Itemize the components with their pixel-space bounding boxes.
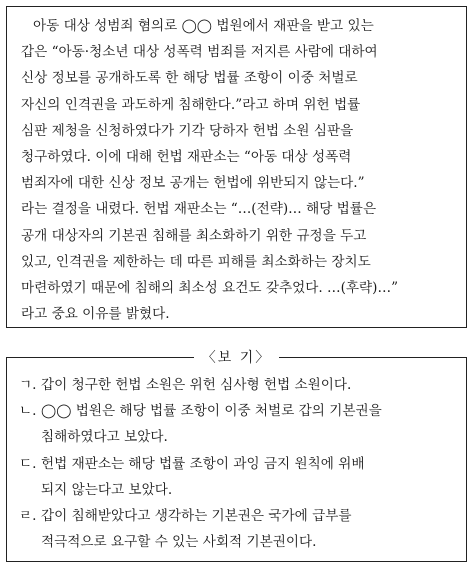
bogi-line: 헌법 재판소는 해당 법률 조항이 과잉 금지 원칙에 위배: [41, 455, 365, 472]
bogi-line: 갑이 청구한 헌법 소원은 위헌 심사형 헌법 소원이다.: [41, 377, 352, 393]
passage-line: 라고 중요 이유를 밝혔다.: [21, 306, 170, 323]
bogi-title: [7, 347, 466, 368]
passage-line: 자신의 인격권을 과도하게 침해한다.”라고 하며 위헌 법률: [21, 96, 361, 113]
bogi-marker: ㄱ.: [19, 377, 37, 393]
bogi-item-text: [41, 451, 460, 503]
passage-box: [6, 6, 467, 328]
bogi-line: 갑이 침해받았다고 생각하는 기본권은 국가에 급부를: [41, 507, 352, 524]
passage-line: 아동 대상 성범죄 혐의로 ◯◯ 법원에서 재판을 받고 있는: [33, 18, 374, 34]
bogi-item-c: [19, 451, 460, 503]
bogi-item-text: [41, 372, 460, 398]
passage-line: 범죄자에 대한 신상 정보 공개는 헌법에 위반되지 않는다.”: [21, 175, 365, 192]
bogi-title-text: 〈보 기〉: [194, 350, 280, 366]
bogi-item-text: [41, 503, 460, 555]
bogi-item-text: [41, 398, 460, 450]
bogi-line: 되지 않는다고 보았다.: [41, 481, 173, 498]
passage-line: 갑은 “아동·청소년 대상 성폭력 범죄를 저지른 사람에 대하여: [21, 44, 378, 61]
bogi-item-b: [19, 398, 460, 450]
bogi-line: ◯◯ 법원은 해당 법률 조항이 이중 처벌로 갑의 기본권을: [41, 403, 382, 420]
passage-line: 라는 결정을 내렸다. 헌법 재판소는 “…(전략)… 해당 법률은: [21, 201, 377, 218]
bogi-marker: ㄷ.: [19, 455, 37, 472]
passage-line: 심판 제청을 신청하였다가 기각 당하자 헌법 소원 심판을: [21, 122, 354, 139]
passage-line: 공개 대상자의 기본권 침해를 최소화하기 위한 규정을 두고: [21, 227, 367, 244]
passage-line: 청구하였다. 이에 대해 헌법 재판소는 “아동 대상 성폭력: [21, 148, 352, 165]
bogi-line: 적극적으로 요구할 수 있는 사회적 기본권이다.: [41, 534, 317, 551]
bogi-item-d: [19, 503, 460, 555]
bogi-box: [6, 350, 467, 562]
passage-line: 있고, 인격권을 제한하는 데 따른 피해를 최소화하는 장치도: [21, 253, 371, 270]
passage-line: 마련하였기 때문에 침해의 최소성 요건도 갖추었다. …(후략)…”: [21, 279, 399, 296]
bogi-marker: ㄴ.: [19, 403, 37, 420]
bogi-item-a: [19, 372, 460, 398]
passage-line: 신상 정보를 공개하도록 한 해당 법률 조항이 이중 처벌로: [21, 70, 358, 87]
bogi-marker: ㄹ.: [19, 507, 37, 524]
bogi-line: 침해하였다고 보았다.: [41, 429, 168, 446]
